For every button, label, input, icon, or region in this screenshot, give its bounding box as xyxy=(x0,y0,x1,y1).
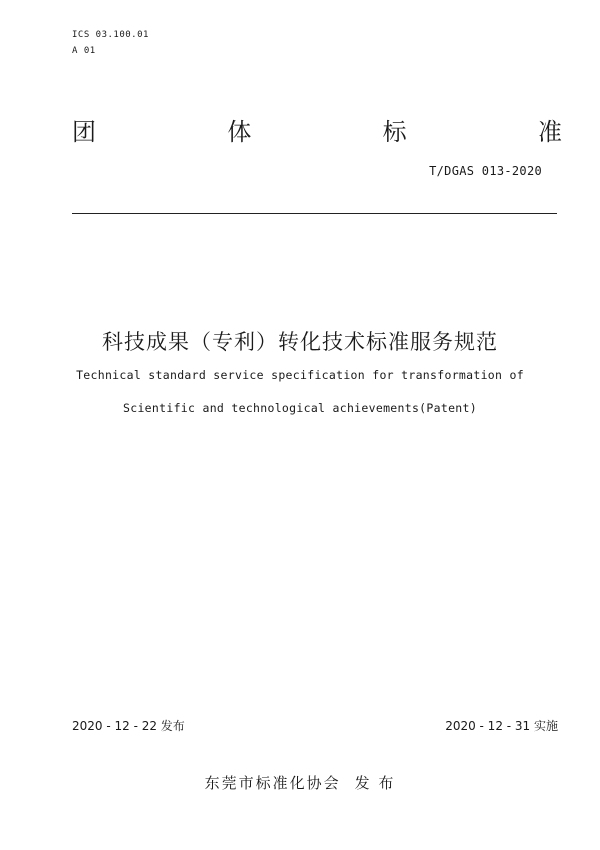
standard-type-char: 准 xyxy=(537,118,562,146)
english-title-line-2: Scientific and technological achievements(Patent) xyxy=(123,401,477,415)
standard-number: T/DGAS 013-2020 xyxy=(429,164,542,178)
implement-date: 2020 - 12 - 31 实施 xyxy=(445,719,558,733)
standard-type-char: 团 xyxy=(72,118,96,146)
publish-date: 2020 - 12 - 22 发布 xyxy=(72,719,185,733)
issuer-line xyxy=(0,772,600,793)
issuer-action: 发 布 xyxy=(354,774,396,792)
ics-code: ICS 03.100.01 xyxy=(72,30,149,40)
header-divider xyxy=(72,213,557,214)
english-title-line-1: Technical standard service specification for transformation of xyxy=(76,368,524,382)
standard-type-char: 标 xyxy=(382,118,407,146)
chinese-title: 科技成果（专利）转化技术标准服务规范 xyxy=(102,330,498,354)
standard-type-heading xyxy=(72,112,562,147)
standard-type-char: 体 xyxy=(227,118,252,146)
ccs-code: A 01 xyxy=(72,46,96,56)
issuer-organization: 东莞市标准化协会 xyxy=(204,774,341,792)
